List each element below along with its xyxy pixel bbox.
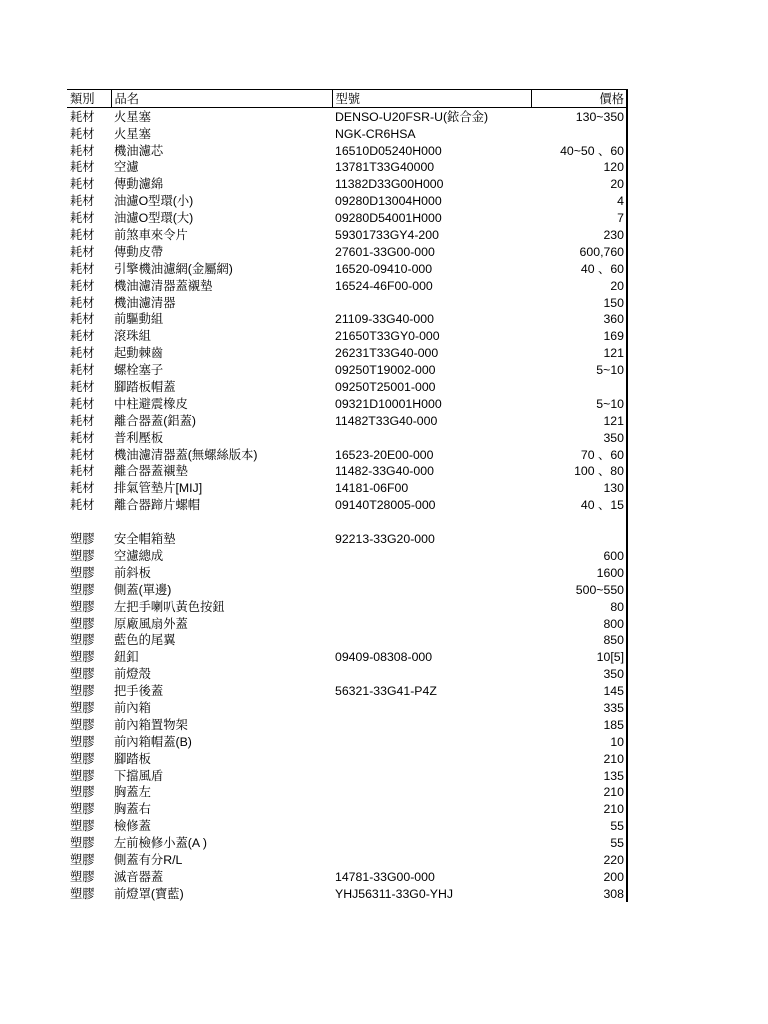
table-row <box>67 344 627 361</box>
cell-category: 塑膠 <box>70 768 95 783</box>
cell-category: 耗材 <box>70 430 95 445</box>
table-row <box>67 665 627 682</box>
cell-name: 前斜板 <box>114 565 151 580</box>
cell-category: 塑膠 <box>70 785 95 800</box>
cell-model <box>332 767 531 784</box>
cell-price: 200 <box>531 868 627 885</box>
cell-model: 11382D33G00H000 <box>335 177 444 192</box>
cell-model <box>332 547 531 564</box>
cell-name: 離合器蹄片螺帽 <box>114 498 201 513</box>
table-row <box>67 699 627 716</box>
cell-name: 離合器蓋(鋁蓋) <box>114 413 196 428</box>
header-row <box>67 90 627 108</box>
cell-name: 前內箱 <box>114 700 151 715</box>
table-row <box>67 682 627 699</box>
cell-model: 21650T33GY0-000 <box>335 329 440 344</box>
cell-price: 5~10 <box>531 395 627 412</box>
cell-category: 耗材 <box>70 244 95 259</box>
table-row <box>67 632 627 649</box>
cell-name: 傳動濾綿 <box>114 177 164 192</box>
cell-model <box>332 598 531 615</box>
cell-name: 機油濾清器 <box>114 295 176 310</box>
cell-model: 92213-33G20-000 <box>335 532 435 547</box>
cell-price: 350 <box>531 429 627 446</box>
cell-name: 排氣管墊片[MIJ] <box>114 481 203 496</box>
cell-price: 20 <box>531 175 627 192</box>
cell-model <box>332 800 531 817</box>
table-row <box>67 648 627 665</box>
cell-price: 210 <box>531 750 627 767</box>
table-row <box>67 581 627 598</box>
cell-category: 塑膠 <box>70 582 95 597</box>
cell-model: 09140T28005-000 <box>335 498 436 513</box>
cell-name: 普利壓板 <box>114 430 164 445</box>
cell-model <box>332 834 531 851</box>
cell-name: 滾珠組 <box>114 329 151 344</box>
table-row <box>67 800 627 817</box>
cell-model: 16523-20E00-000 <box>335 447 434 462</box>
table-row <box>67 446 627 463</box>
table-row <box>67 159 627 176</box>
cell-model: 13781T33G40000 <box>335 160 435 175</box>
cell-category: 耗材 <box>70 261 95 276</box>
table-row <box>67 784 627 801</box>
table-row <box>67 175 627 192</box>
table-row <box>67 327 627 344</box>
cell-price: 600 <box>531 547 627 564</box>
table-row <box>67 192 627 209</box>
cell-price: 40 、15 <box>531 496 627 513</box>
cell-price: 10 <box>531 733 627 750</box>
table-row <box>67 463 627 480</box>
cell-name: 油濾O型環(小) <box>114 194 194 209</box>
cell-category: 耗材 <box>70 481 95 496</box>
cell-name: 腳踏板帽蓋 <box>114 380 176 395</box>
cell-category: 塑膠 <box>70 667 95 682</box>
cell-price: 308 <box>531 885 627 902</box>
table-row <box>67 209 627 226</box>
table-row <box>67 479 627 496</box>
cell-category: 塑膠 <box>70 633 95 648</box>
cell-category: 耗材 <box>70 177 95 192</box>
cell-price <box>531 125 627 142</box>
cell-category: 塑膠 <box>70 616 95 631</box>
cell-model <box>332 699 531 716</box>
cell-name: 起動棘齒 <box>114 346 164 361</box>
cell-category: 塑膠 <box>70 836 95 851</box>
cell-model: 11482T33G40-000 <box>335 413 438 428</box>
cell-name: 前驅動組 <box>114 312 164 327</box>
cell-name: 油濾O型環(大) <box>114 211 194 226</box>
table-body <box>67 107 627 901</box>
table-row <box>67 311 627 328</box>
cell-name: 腳踏板 <box>114 751 151 766</box>
cell-price: 55 <box>531 817 627 834</box>
cell-name: 安全帽箱墊 <box>114 532 176 547</box>
cell-model <box>332 716 531 733</box>
cell-price: 130 <box>531 479 627 496</box>
cell-name: 胸蓋左 <box>114 785 151 800</box>
cell-category: 耗材 <box>70 295 95 310</box>
cell-name: 空濾 <box>114 160 139 175</box>
cell-price: 80 <box>531 598 627 615</box>
cell-name: 側蓋(單邊) <box>114 582 172 597</box>
cell-price: 5~10 <box>531 361 627 378</box>
table-row <box>67 378 627 395</box>
cell-category: 耗材 <box>70 329 95 344</box>
table-row <box>67 277 627 294</box>
cell-name: 左把手喇叭黃色按鈕 <box>114 599 225 614</box>
cell-model: 09280D13004H000 <box>335 194 442 209</box>
header-model: 型號 <box>332 90 531 108</box>
cell-price: 360 <box>531 311 627 328</box>
cell-model <box>332 294 531 311</box>
cell-category: 塑膠 <box>70 717 95 732</box>
cell-model: 56321-33G41-P4Z <box>335 684 437 699</box>
cell-model <box>332 564 531 581</box>
cell-name: 滅音器蓋 <box>114 869 164 884</box>
cell-name: 前內箱置物架 <box>114 717 188 732</box>
cell-model: 59301733GY4-200 <box>335 228 439 243</box>
cell-name: 檢修蓋 <box>114 819 151 834</box>
cell-name: 火星塞 <box>114 126 151 141</box>
table-row <box>67 767 627 784</box>
cell-name: 前燈罩(寶藍) <box>114 886 184 901</box>
parts-table <box>67 89 628 902</box>
cell-category: 耗材 <box>70 194 95 209</box>
cell-price: 7 <box>531 209 627 226</box>
cell-category: 塑膠 <box>70 869 95 884</box>
cell-price: 850 <box>531 632 627 649</box>
table-row <box>67 716 627 733</box>
cell-category: 耗材 <box>70 211 95 226</box>
cell-price: 1600 <box>531 564 627 581</box>
cell-name: 左前檢修小蓋(A ) <box>114 836 207 851</box>
cell-name: 引擎機油濾網(金屬網) <box>114 261 233 276</box>
cell-price: 10[5] <box>531 648 627 665</box>
table-row <box>67 429 627 446</box>
cell-price: 600,760 <box>531 243 627 260</box>
cell-category: 耗材 <box>70 396 95 411</box>
cell-category: 耗材 <box>70 413 95 428</box>
table-row <box>67 615 627 632</box>
cell-model: NGK-CR6HSA <box>335 126 416 141</box>
cell-price: 4 <box>531 192 627 209</box>
cell-price <box>531 378 627 395</box>
cell-price: 500~550 <box>531 581 627 598</box>
cell-model <box>332 851 531 868</box>
table-row <box>67 513 627 530</box>
cell-model: 21109-33G40-000 <box>335 312 434 327</box>
table-row <box>67 226 627 243</box>
cell-name: 胸蓋右 <box>114 802 151 817</box>
cell-category: 塑膠 <box>70 819 95 834</box>
cell-name <box>111 513 332 530</box>
cell-name: 前燈殼 <box>114 667 151 682</box>
cell-price: 100 、80 <box>531 463 627 480</box>
cell-model: 09250T25001-000 <box>335 380 436 395</box>
cell-model <box>332 750 531 767</box>
table-row <box>67 750 627 767</box>
header-category: 類別 <box>67 90 111 108</box>
cell-category: 塑膠 <box>70 532 95 547</box>
table-row <box>67 107 627 124</box>
cell-name: 中柱避震橡皮 <box>114 396 188 411</box>
table-row <box>67 817 627 834</box>
cell-price: 350 <box>531 665 627 682</box>
table-row <box>67 547 627 564</box>
cell-model <box>332 632 531 649</box>
table-row <box>67 530 627 547</box>
table-row <box>67 294 627 311</box>
cell-price: 121 <box>531 412 627 429</box>
cell-category: 塑膠 <box>70 565 95 580</box>
cell-price: 145 <box>531 682 627 699</box>
cell-price: 169 <box>531 327 627 344</box>
cell-price: 150 <box>531 294 627 311</box>
cell-model: 09321D10001H000 <box>335 396 442 411</box>
cell-model: 16524-46F00-000 <box>335 278 433 293</box>
cell-model <box>332 513 531 530</box>
cell-model <box>332 784 531 801</box>
cell-category: 塑膠 <box>70 852 95 867</box>
cell-category: 塑膠 <box>70 599 95 614</box>
header-price: 價格 <box>531 90 627 108</box>
table-row <box>67 851 627 868</box>
cell-price <box>531 530 627 547</box>
cell-model <box>332 733 531 750</box>
cell-category: 耗材 <box>70 109 95 124</box>
table-row <box>67 733 627 750</box>
table-row <box>67 496 627 513</box>
header-name: 品名 <box>111 90 332 108</box>
cell-price: 55 <box>531 834 627 851</box>
cell-model: 14781-33G00-000 <box>335 869 435 884</box>
table-row <box>67 598 627 615</box>
cell-price: 230 <box>531 226 627 243</box>
table-row <box>67 395 627 412</box>
table-row <box>67 125 627 142</box>
cell-price: 20 <box>531 277 627 294</box>
cell-name: 前煞車來令片 <box>114 228 188 243</box>
cell-name: 機油濾清器蓋(無螺絲版本) <box>114 447 258 462</box>
cell-category: 塑膠 <box>70 802 95 817</box>
cell-category: 耗材 <box>70 312 95 327</box>
cell-model: 09409-08308-000 <box>335 650 433 665</box>
cell-name: 鈕釦 <box>114 650 139 665</box>
cell-price: 220 <box>531 851 627 868</box>
table-row <box>67 243 627 260</box>
cell-category: 耗材 <box>70 464 95 479</box>
cell-name: 火星塞 <box>114 109 151 124</box>
table-row <box>67 885 627 902</box>
cell-category: 耗材 <box>70 228 95 243</box>
cell-category: 耗材 <box>70 447 95 462</box>
cell-category: 塑膠 <box>70 650 95 665</box>
cell-model: 16510D05240H000 <box>335 143 442 158</box>
cell-price: 40 、60 <box>531 260 627 277</box>
cell-category: 耗材 <box>70 380 95 395</box>
cell-model <box>332 665 531 682</box>
cell-price: 120 <box>531 159 627 176</box>
cell-model: YHJ56311-33G0-YHJ <box>335 886 454 901</box>
table-row <box>67 412 627 429</box>
cell-price: 210 <box>531 800 627 817</box>
cell-model <box>332 615 531 632</box>
cell-model: 09250T19002-000 <box>335 363 436 378</box>
cell-price: 130~350 <box>531 107 627 124</box>
cell-category: 耗材 <box>70 160 95 175</box>
cell-model: 11482-33G40-000 <box>335 464 434 479</box>
cell-category <box>67 513 111 530</box>
cell-category: 耗材 <box>70 278 95 293</box>
cell-name: 把手後蓋 <box>114 684 164 699</box>
cell-model <box>332 429 531 446</box>
cell-price: 135 <box>531 767 627 784</box>
cell-category: 塑膠 <box>70 734 95 749</box>
cell-category: 塑膠 <box>70 548 95 563</box>
cell-category: 塑膠 <box>70 886 95 901</box>
cell-category: 耗材 <box>70 363 95 378</box>
cell-category: 塑膠 <box>70 751 95 766</box>
cell-category: 塑膠 <box>70 700 95 715</box>
cell-name: 傳動皮帶 <box>114 244 164 259</box>
cell-category: 塑膠 <box>70 684 95 699</box>
cell-category: 耗材 <box>70 143 95 158</box>
cell-model: 16520-09410-000 <box>335 261 433 276</box>
cell-name: 前內箱帽蓋(B) <box>114 734 192 749</box>
cell-category: 耗材 <box>70 346 95 361</box>
parts-price-sheet <box>67 89 627 902</box>
table-row <box>67 868 627 885</box>
cell-name: 側蓋有分R/L <box>114 852 183 867</box>
table-row <box>67 834 627 851</box>
cell-price: 185 <box>531 716 627 733</box>
cell-model: 09280D54001H000 <box>335 211 442 226</box>
cell-name: 下擋風盾 <box>114 768 164 783</box>
table-row <box>67 260 627 277</box>
cell-category: 耗材 <box>70 126 95 141</box>
cell-name: 機油濾芯 <box>114 143 164 158</box>
cell-model <box>332 817 531 834</box>
cell-name: 藍色的尾翼 <box>114 633 176 648</box>
cell-model <box>332 581 531 598</box>
cell-name: 機油濾清器蓋襯墊 <box>114 278 213 293</box>
cell-price: 70 、60 <box>531 446 627 463</box>
table-row <box>67 564 627 581</box>
cell-name: 空濾總成 <box>114 548 164 563</box>
cell-price <box>531 513 627 530</box>
cell-name: 螺栓塞子 <box>114 363 164 378</box>
cell-category: 耗材 <box>70 498 95 513</box>
cell-price: 121 <box>531 344 627 361</box>
cell-price: 40~50 、60 <box>531 142 627 159</box>
cell-price: 335 <box>531 699 627 716</box>
cell-price: 800 <box>531 615 627 632</box>
cell-model: 27601-33G00-000 <box>335 244 435 259</box>
cell-model: DENSO-U20FSR-U(銥合金) <box>335 109 489 124</box>
table-row <box>67 361 627 378</box>
table-row <box>67 142 627 159</box>
cell-name: 原廠風扇外蓋 <box>114 616 188 631</box>
cell-model: 14181-06F00 <box>335 481 409 496</box>
cell-name: 離合器蓋襯墊 <box>114 464 188 479</box>
cell-price: 210 <box>531 784 627 801</box>
cell-model: 26231T33G40-000 <box>335 346 439 361</box>
